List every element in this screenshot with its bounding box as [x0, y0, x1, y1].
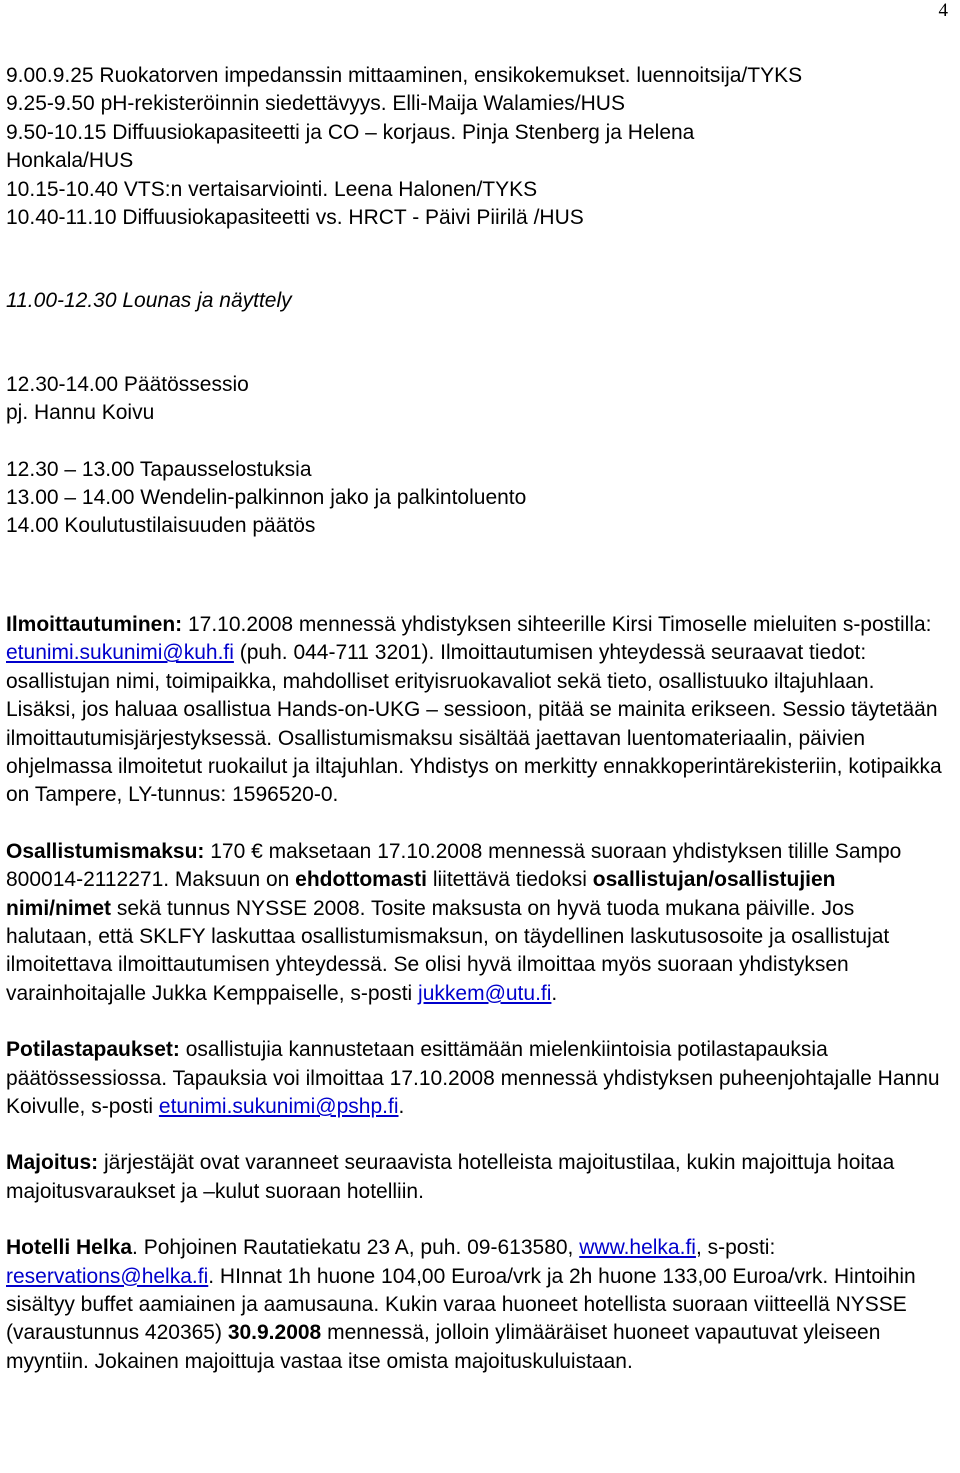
page-number: 4 [938, 0, 948, 21]
registration-paragraph: Ilmoittautuminen: 17.10.2008 mennessä yhdistyksen sihteerille Kirsi Timoselle mieluiten s-postilla: etunimi.sukunimi@kuh.fi (puh. 044-711 3201). Ilmoittautumisen yhteydessä seuraavat tiedot: osallistujan nimi, toimipaikka, mahdolliset erityisruokavaliot sekä tieto, osallistuuko iltajuhlaan. Lisäksi, jos haluaa osallistua Hands-on-UKG – sessioon, pitää se mainita erikseen. Sessio täytetään ilmoittautumisjärjestyksessä. Osallistumismaksu sisältää jaettavan luentomateriaalin, päivien ohjelmassa ilmoitetut ruokailut ja iltajuhlan. Yhdistys on merkitty ennakkoperintärekisteriin, kotipaikka on Tampere, LY-tunnus: 1596520-0. [6, 612, 942, 807]
registration-heading: Ilmoittautuminen: [6, 612, 183, 636]
final-session-item: 12.30 – 13.00 Tapausselostuksia [6, 457, 312, 481]
final-session-title: 12.30-14.00 Päätössessio [6, 372, 249, 396]
cases-heading: Potilastapaukset: [6, 1038, 180, 1062]
schedule-item: Honkala/HUS [6, 149, 134, 173]
fee-heading: Osallistumismaksu: [6, 839, 205, 863]
schedule-item: 10.40-11.10 Diffuusiokapasiteetti vs. HRCT - Päivi Piirilä /HUS [6, 206, 584, 230]
accommodation-heading: Majoitus: [6, 1151, 99, 1175]
document-body [6, 62, 946, 1376]
hotel-heading: Hotelli Helka [6, 1236, 133, 1260]
fee-paragraph: Osallistumismaksu: 170 € maksetaan 17.10.2008 mennessä suoraan yhdistyksen tilille Sampo 800014-2112271. Maksuun on ehdottomasti liitettävä tiedoksi osallistujan/osallistujien nimi/nimet sekä tunnus NYSSE 2008. Tosite maksusta on hyvä tuoda mukana päiville. Jos halutaan, että SKLFY laskuttaa osallistumismaksun, on täydellinen laskutusosoite ja osallistujat ilmoitettava ilmoittautumisen yhteydessä. Se olisi hyvä ilmoittaa myös suoraan yhdistyksen varainhoitajalle Jukka Kemppaiselle, s-posti jukkem@utu.fi. [6, 839, 902, 1005]
final-session-item: 14.00 Koulutustilaisuuden päätös [6, 514, 316, 538]
cases-paragraph: Potilastapaukset: osallistujia kannustetaan esittämään mielenkiintoisia potilastapauksia päätössessiossa. Tapauksia voi ilmoittaa 17.10.2008 mennessä yhdistyksen puheenjohtajalle Hannu Koivulle, s-posti etunimi.sukunimi@pshp.fi. [6, 1038, 940, 1118]
hotel-email-link[interactable]: reservations@helka.fi [6, 1264, 209, 1288]
schedule-item: 10.15-10.40 VTS:n vertaisarviointi. Leena Halonen/TYKS [6, 177, 538, 201]
lunch-item [6, 287, 946, 315]
schedule-item: 9.25-9.50 pH-rekisteröinnin siedettävyys. Elli-Maija Walamies/HUS [6, 92, 625, 116]
schedule-item: 9.50-10.15 Diffuusiokapasiteetti ja CO – korjaus. Pinja Stenberg ja Helena [6, 120, 695, 144]
registration-email-link[interactable]: etunimi.sukunimi@kuh.fi [6, 641, 234, 665]
lunch-text: 11.00-12.30 Lounas ja näyttely [6, 289, 292, 313]
accommodation-paragraph: Majoitus: järjestäjät ovat varanneet seuraavista hotelleista majoitustilaa, kukin majoittuja hoitaa majoitusvaraukset ja –kulut suoraan hotelliin. [6, 1151, 895, 1203]
schedule-list [6, 62, 946, 232]
cases-email-link[interactable]: etunimi.sukunimi@pshp.fi [158, 1094, 399, 1118]
final-session-item: 13.00 – 14.00 Wendelin-palkinnon jako ja palkintoluento [6, 486, 527, 510]
final-session-chair: pj. Hannu Koivu [6, 401, 155, 425]
hotel-website-link[interactable]: www.helka.fi [579, 1236, 696, 1260]
schedule-item: 9.00.9.25 Ruokatorven impedanssin mittaaminen, ensikokemukset. luennoitsija/TYKS [6, 64, 803, 87]
hotel-paragraph: Hotelli Helka. Pohjoinen Rautatiekatu 23 A, puh. 09-613580, www.helka.fi, s-posti: reservations@helka.fi. HInnat 1h huone 104,00 Euroa/vrk ja 2h huone 133,00 Euroa/vrk. Hintoihin sisältyy buffet aamiainen ja aamusauna. Kukin varaa huoneet hotellista suoraan viitteellä NYSSE (varaustunnus 420365) 30.9.2008 mennessä, jolloin ylimääräiset huoneet vapautuvat yleiseen myyntiin. Jokainen majoittuja vastaa itse omista majoituskuluistaan. [6, 1236, 916, 1373]
fee-email-link[interactable]: jukkem@utu.fi [418, 981, 552, 1005]
